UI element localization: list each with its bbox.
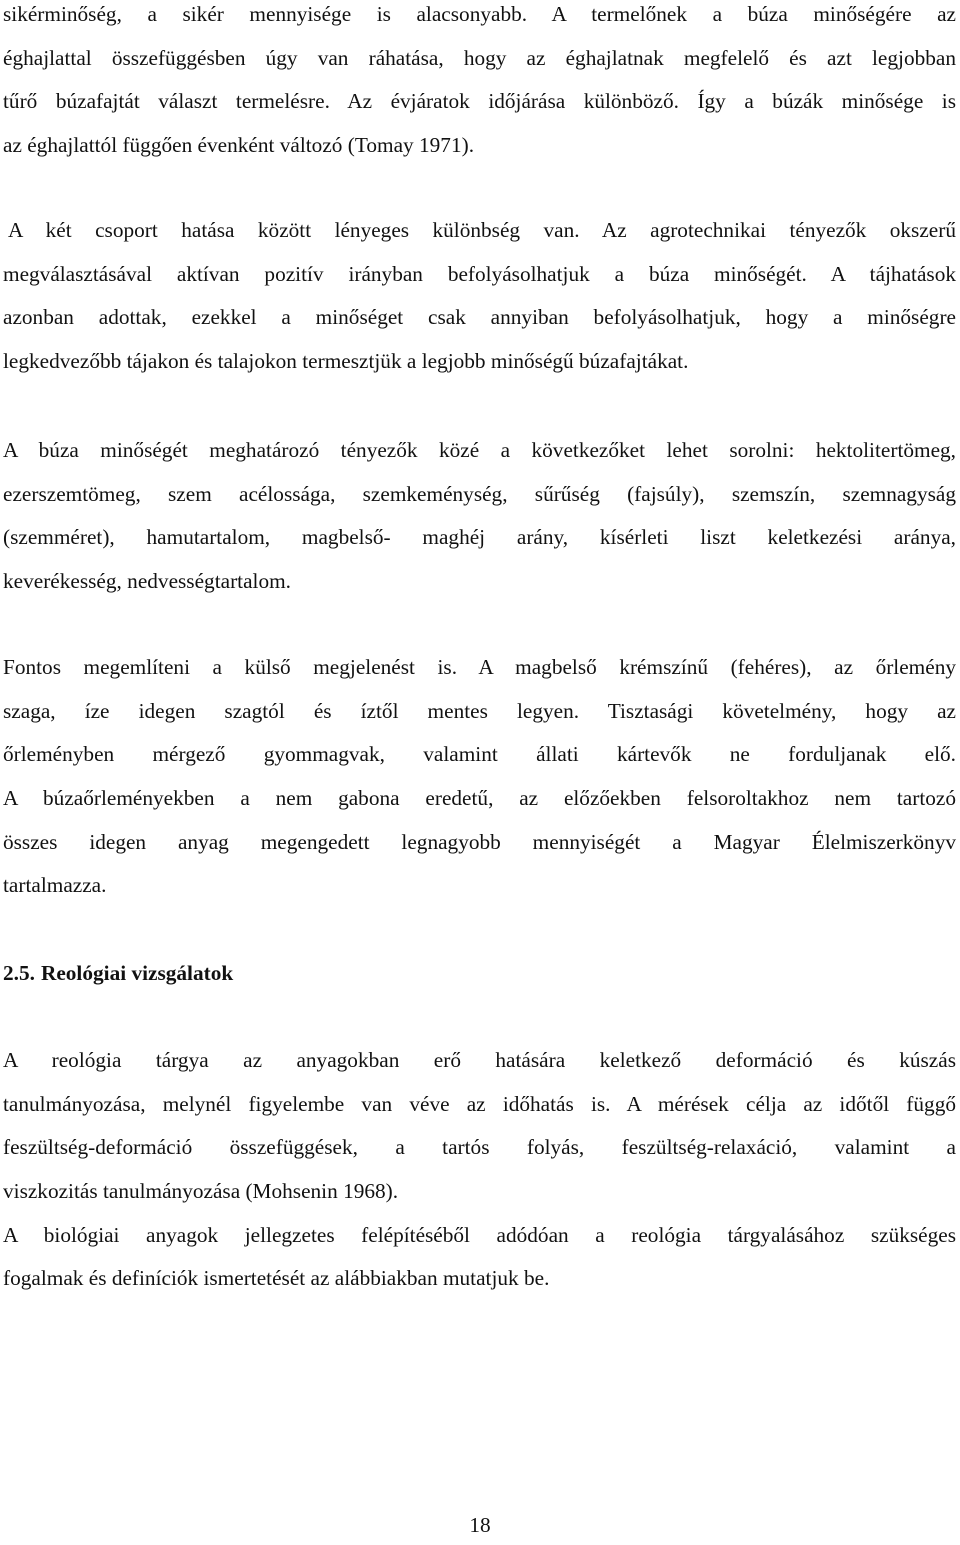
text-line: tartalmazza.: [3, 873, 107, 898]
text-line: feszültség-deformáció összefüggések, a tartós folyás, feszültség-relaxáció, valamint a: [3, 1135, 956, 1160]
text-line: viszkozitás tanulmányozása (Mohsenin 1968).: [3, 1179, 399, 1204]
paragraph-5: [3, 1039, 956, 1301]
paragraph-4: [3, 646, 956, 908]
text-line: A búza minőségét meghatározó tényezők közé a következőket lehet sorolni: hektolitertömeg,: [3, 438, 956, 462]
text-line: A két csoport hatása között lényeges különbség van. Az agrotechnikai tényezők okszerű: [8, 218, 956, 242]
page-number: 18: [469, 1513, 491, 1537]
text-line: A biológiai anyagok jellegzetes felépítéséből adódóan a reológia tárgyalásához szükséges: [3, 1222, 956, 1247]
text-line: fogalmak és definíciók ismertetését az alábbiakban mutatjuk be.: [3, 1266, 550, 1291]
section-heading: [3, 952, 233, 995]
text-line: (szemméret), hamutartalom, magbelső- maghéj arány, kísérleti liszt keletkezési aránya,: [3, 525, 956, 550]
text-line: legkedvezőbb tájakon és talajokon termesztjük a legjobb minőségű búzafajtákat.: [3, 349, 689, 374]
text-line: sikérminőség, a sikér mennyisége is alacsonyabb. A termelőnek a búza minőségére az: [3, 2, 956, 26]
section-number: 2.5.: [3, 961, 35, 985]
paragraph-3: [3, 429, 956, 604]
text-line: az éghajlattól függően évenként változó (Tomay 1971).: [3, 133, 475, 158]
paragraph-2: [3, 209, 956, 384]
paragraph-1: [3, 0, 956, 168]
text-line: A búzaőrleményekben a nem gabona eredetű, az előzőekben felsoroltakhoz nem tartozó: [3, 786, 956, 811]
text-line: összes idegen anyag megengedett legnagyobb mennyiségét a Magyar Élelmiszerkönyv: [3, 829, 956, 854]
text-line: szaga, íze idegen szagtól és íztől mentes legyen. Tisztasági követelmény, hogy az: [3, 698, 956, 723]
text-line: éghajlattal összefüggésben úgy van ráhatása, hogy az éghajlatnak megfelelő és azt legjobban: [3, 45, 956, 70]
text-line: megválasztásával aktívan pozitív irányban befolyásolhatjuk a búza minőségét. A tájhatások: [3, 261, 956, 286]
text-line: azonban adottak, ezekkel a minőséget csak annyiban befolyásolhatjuk, hogy a minőségre: [3, 305, 956, 330]
section-title: Reológiai vizsgálatok: [40, 961, 234, 985]
text-line: A reológia tárgya az anyagokban erő hatására keletkező deformáció és kúszás: [3, 1048, 956, 1072]
text-line: keverékesség, nedvességtartalom.: [3, 569, 291, 594]
text-line: őrleményben mérgező gyommagvak, valamint állati kártevők ne forduljanak elő.: [3, 742, 956, 767]
text-line: ezerszemtömeg, szem acélossága, szemkeménység, sűrűség (fajsúly), szemszín, szemnagyság: [3, 481, 956, 506]
text-line: tanulmányozása, melynél figyelembe van véve az időhatás is. A mérések célja az időtől függő: [3, 1091, 956, 1116]
text-line: tűrő búzafajtát választ termelésre. Az évjáratok időjárása különböző. Így a búzák minősége is: [3, 89, 956, 114]
text-line: Fontos megemlíteni a külső megjelenést is. A magbelső krémszínű (fehéres), az őrlemény: [3, 655, 956, 679]
